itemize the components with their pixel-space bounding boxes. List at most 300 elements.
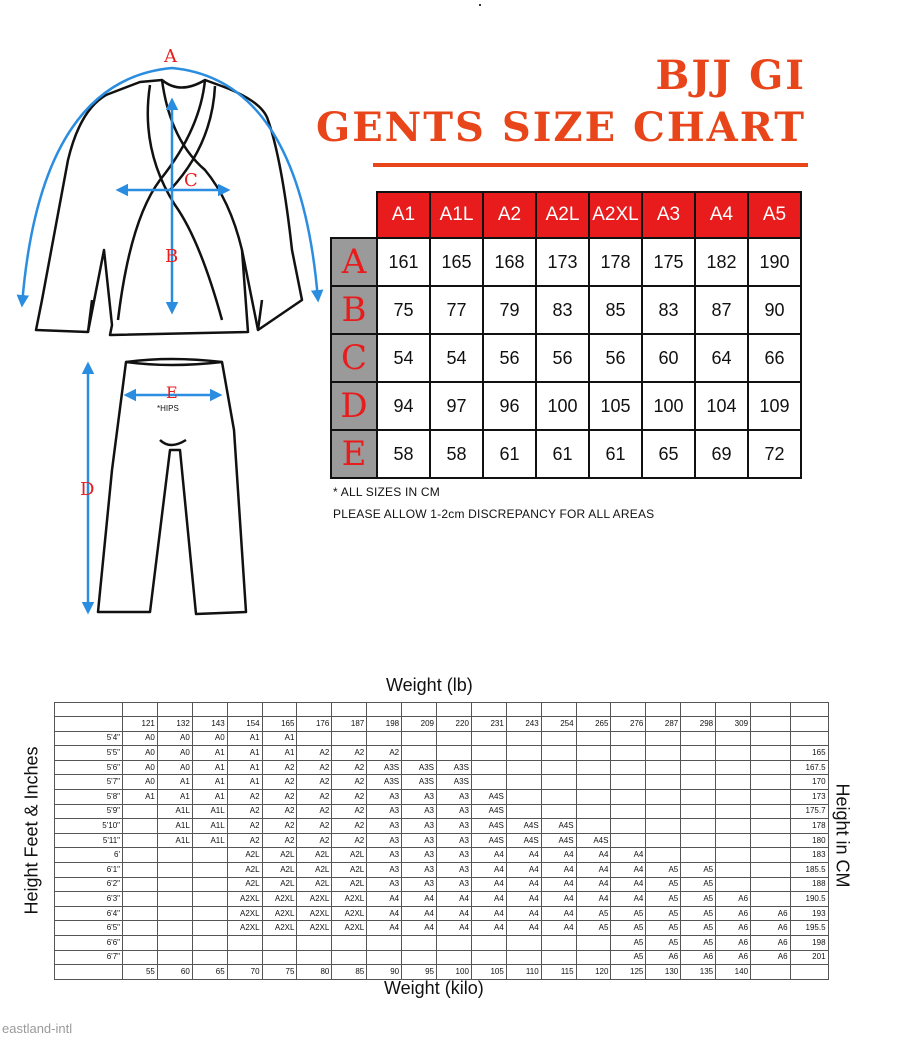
- size-cell: A4: [611, 877, 646, 892]
- height-ft-cell: 6': [55, 848, 123, 863]
- weight-kg-cell: 80: [297, 965, 332, 980]
- height-ft-cell: 5'8": [55, 789, 123, 804]
- height-cm-cell: 193: [790, 906, 828, 921]
- size-cell: A4: [541, 877, 576, 892]
- grid-cell: [55, 717, 123, 732]
- size-cell: A5: [611, 950, 646, 965]
- size-cell: [541, 760, 576, 775]
- weight-lb-cell: 143: [192, 717, 227, 732]
- size-cell: A4: [506, 848, 541, 863]
- size-cell: A3: [402, 789, 437, 804]
- size-chart-row: [331, 334, 801, 382]
- size-cell: A4: [471, 848, 506, 863]
- size-chart-corner: [331, 192, 377, 238]
- size-cell: A2XL: [297, 906, 332, 921]
- grid-cell: [790, 717, 828, 732]
- height-ft-cell: 6'6": [55, 935, 123, 950]
- size-cell: A3: [437, 789, 472, 804]
- size-value-cell: 96: [483, 382, 536, 430]
- size-value-cell: 72: [748, 430, 801, 478]
- grid-cell: [576, 703, 611, 717]
- weight-kg-cell: 70: [227, 965, 262, 980]
- grid-row: [55, 804, 829, 819]
- size-chart-header-row: [331, 192, 801, 238]
- size-cell: [576, 950, 611, 965]
- size-cell: [437, 950, 472, 965]
- size-value-cell: 56: [483, 334, 536, 382]
- weight-kg-cell: 110: [506, 965, 541, 980]
- size-cell: A4: [576, 877, 611, 892]
- size-cell: [646, 746, 681, 761]
- height-cm-cell: 195.5: [790, 921, 828, 936]
- size-cell: A2: [262, 775, 297, 790]
- size-cell: A2: [227, 819, 262, 834]
- size-cell: A4: [541, 906, 576, 921]
- size-cell: A5: [681, 935, 716, 950]
- size-cell: [367, 935, 402, 950]
- size-cell: A2: [262, 819, 297, 834]
- size-cell: A4: [437, 906, 472, 921]
- size-value-cell: 165: [430, 238, 483, 286]
- size-cell: A2XL: [332, 906, 367, 921]
- size-cell: A3S: [437, 760, 472, 775]
- size-cell: A5: [681, 892, 716, 907]
- size-cell: [471, 935, 506, 950]
- size-cell: [751, 877, 791, 892]
- height-cm-cell: 198: [790, 935, 828, 950]
- grid-lb-row: [55, 717, 829, 732]
- size-cell: [751, 804, 791, 819]
- size-cell: A4: [611, 862, 646, 877]
- size-cell: [751, 833, 791, 848]
- size-cell: [716, 804, 751, 819]
- size-cell: A3S: [367, 760, 402, 775]
- grid-cell: [157, 703, 192, 717]
- size-cell: [402, 746, 437, 761]
- size-cell: A1L: [192, 819, 227, 834]
- size-cell: [716, 848, 751, 863]
- grid-row: [55, 921, 829, 936]
- size-cell: A5: [646, 862, 681, 877]
- size-cell: [681, 731, 716, 746]
- size-value-cell: 83: [642, 286, 695, 334]
- size-cell: [576, 789, 611, 804]
- size-cell: [157, 950, 192, 965]
- weight-kg-cell: 130: [646, 965, 681, 980]
- grid-row: [55, 731, 829, 746]
- size-cell: [192, 950, 227, 965]
- size-cell: [716, 789, 751, 804]
- size-cell: A1L: [192, 833, 227, 848]
- weight-kg-cell: 75: [262, 965, 297, 980]
- size-cell: [123, 935, 158, 950]
- grid-row: [55, 877, 829, 892]
- size-cell: [611, 746, 646, 761]
- size-cell: [506, 775, 541, 790]
- size-cell: [751, 848, 791, 863]
- size-cell: A6: [716, 906, 751, 921]
- size-cell: [576, 804, 611, 819]
- grid-cell: [751, 703, 791, 717]
- size-cell: A5: [646, 892, 681, 907]
- size-cell: [367, 731, 402, 746]
- size-cell: [123, 833, 158, 848]
- size-cell: A3: [402, 819, 437, 834]
- size-cell: A6: [751, 935, 791, 950]
- size-cell: [437, 731, 472, 746]
- size-cell: [123, 848, 158, 863]
- size-cell: [611, 804, 646, 819]
- size-cell: [332, 950, 367, 965]
- size-cell: [751, 760, 791, 775]
- size-cell: A3: [402, 833, 437, 848]
- weight-kg-cell: 90: [367, 965, 402, 980]
- label-d: D: [80, 479, 95, 500]
- grid-cell: [332, 703, 367, 717]
- size-cell: [506, 935, 541, 950]
- size-cell: A4S: [541, 833, 576, 848]
- height-cm-cell: 190.5: [790, 892, 828, 907]
- size-cell: A4: [506, 892, 541, 907]
- weight-lb-cell: 154: [227, 717, 262, 732]
- height-cm-cell: 178: [790, 819, 828, 834]
- size-value-cell: 56: [589, 334, 642, 382]
- grid-cell: [471, 703, 506, 717]
- size-cell: A1L: [157, 804, 192, 819]
- size-value-cell: 87: [695, 286, 748, 334]
- size-value-cell: 54: [430, 334, 483, 382]
- size-cell: [716, 775, 751, 790]
- size-cell: [123, 819, 158, 834]
- size-header: A1L: [430, 192, 483, 238]
- size-cell: A1L: [192, 804, 227, 819]
- grid-row: [55, 746, 829, 761]
- grid-cell: [367, 703, 402, 717]
- size-value-cell: 64: [695, 334, 748, 382]
- size-cell: A1: [227, 731, 262, 746]
- size-cell: A1: [157, 775, 192, 790]
- size-cell: A3: [367, 848, 402, 863]
- size-cell: [751, 862, 791, 877]
- size-cell: A2L: [262, 848, 297, 863]
- size-cell: A1: [227, 746, 262, 761]
- size-cell: A5: [646, 906, 681, 921]
- size-cell: [332, 935, 367, 950]
- size-value-cell: 100: [536, 382, 589, 430]
- size-cell: A3: [437, 877, 472, 892]
- size-cell: [402, 935, 437, 950]
- height-ft-cell: 5'5": [55, 746, 123, 761]
- gi-diagram: [0, 0, 330, 625]
- weight-lb-cell: 220: [437, 717, 472, 732]
- size-chart-row: [331, 286, 801, 334]
- size-chart-table: [330, 191, 802, 479]
- size-value-cell: 79: [483, 286, 536, 334]
- size-value-cell: 94: [377, 382, 430, 430]
- size-cell: [611, 731, 646, 746]
- size-cell: A2L: [332, 877, 367, 892]
- size-cell: [576, 746, 611, 761]
- grid-row: [55, 775, 829, 790]
- size-value-cell: 109: [748, 382, 801, 430]
- size-cell: [646, 848, 681, 863]
- size-cell: [611, 819, 646, 834]
- grid-row: [55, 950, 829, 965]
- size-cell: A4S: [471, 819, 506, 834]
- weight-lb-cell: 276: [611, 717, 646, 732]
- size-cell: A1: [157, 789, 192, 804]
- size-cell: A3: [437, 862, 472, 877]
- size-cell: A3: [437, 819, 472, 834]
- size-cell: A4: [506, 906, 541, 921]
- height-ft-cell: 5'11": [55, 833, 123, 848]
- size-cell: [541, 789, 576, 804]
- grid-cell: [716, 703, 751, 717]
- size-cell: A1: [262, 731, 297, 746]
- size-cell: A3: [437, 833, 472, 848]
- grid-cell: [611, 703, 646, 717]
- height-ft-cell: 6'1": [55, 862, 123, 877]
- size-cell: A4: [541, 862, 576, 877]
- size-value-cell: 90: [748, 286, 801, 334]
- watermark: eastland-intl: [2, 1021, 73, 1036]
- size-value-cell: 65: [642, 430, 695, 478]
- size-cell: A2L: [297, 848, 332, 863]
- height-ft-cell: 6'5": [55, 921, 123, 936]
- size-cell: [471, 775, 506, 790]
- size-cell: A2: [227, 804, 262, 819]
- size-cell: A3S: [402, 760, 437, 775]
- size-cell: A4: [437, 921, 472, 936]
- size-cell: A3S: [367, 775, 402, 790]
- size-cell: A6: [751, 950, 791, 965]
- size-header: A4: [695, 192, 748, 238]
- size-cell: [227, 935, 262, 950]
- size-cell: A2L: [297, 862, 332, 877]
- size-cell: [646, 731, 681, 746]
- size-cell: A2XL: [332, 892, 367, 907]
- height-ft-cell: 5'7": [55, 775, 123, 790]
- size-cell: [506, 746, 541, 761]
- size-cell: [751, 746, 791, 761]
- size-cell: [297, 731, 332, 746]
- size-cell: A2: [332, 760, 367, 775]
- grid-row: [55, 819, 829, 834]
- size-value-cell: 56: [536, 334, 589, 382]
- size-cell: A2L: [297, 877, 332, 892]
- size-cell: A2XL: [262, 906, 297, 921]
- weight-lb-cell: 287: [646, 717, 681, 732]
- label-b: B: [165, 246, 179, 267]
- size-cell: [751, 775, 791, 790]
- size-cell: A2: [262, 833, 297, 848]
- size-cell: A2: [262, 804, 297, 819]
- size-cell: A3S: [437, 775, 472, 790]
- size-value-cell: 97: [430, 382, 483, 430]
- height-cm-cell: 167.5: [790, 760, 828, 775]
- size-cell: [157, 892, 192, 907]
- size-cell: A2: [367, 746, 402, 761]
- size-cell: A2XL: [262, 892, 297, 907]
- grid-row: [55, 892, 829, 907]
- size-cell: A2: [227, 833, 262, 848]
- size-value-cell: 178: [589, 238, 642, 286]
- size-cell: [192, 862, 227, 877]
- size-cell: A2XL: [262, 921, 297, 936]
- size-cell: [192, 921, 227, 936]
- weight-lb-cell: 265: [576, 717, 611, 732]
- size-cell: A2: [297, 775, 332, 790]
- height-cm-cell: 201: [790, 950, 828, 965]
- weight-kg-cell: 65: [192, 965, 227, 980]
- size-cell: [541, 746, 576, 761]
- height-cm-cell: 188: [790, 877, 828, 892]
- size-value-cell: 54: [377, 334, 430, 382]
- size-cell: [157, 921, 192, 936]
- size-cell: A2XL: [297, 921, 332, 936]
- size-value-cell: 182: [695, 238, 748, 286]
- grid-cell: [790, 965, 828, 980]
- grid-cell: [227, 703, 262, 717]
- size-cell: [157, 862, 192, 877]
- size-cell: A2: [332, 775, 367, 790]
- size-cell: A2: [227, 789, 262, 804]
- size-cell: A4S: [471, 789, 506, 804]
- size-cell: A2: [262, 789, 297, 804]
- size-cell: A5: [646, 935, 681, 950]
- measurement-label: A: [331, 238, 377, 286]
- size-cell: A1: [227, 760, 262, 775]
- size-cell: [646, 789, 681, 804]
- weight-kg-cell: 105: [471, 965, 506, 980]
- size-value-cell: 83: [536, 286, 589, 334]
- size-cell: A0: [157, 746, 192, 761]
- size-cell: A5: [611, 921, 646, 936]
- weight-lb-cell: 209: [402, 717, 437, 732]
- size-value-cell: 175: [642, 238, 695, 286]
- size-cell: [471, 950, 506, 965]
- size-value-cell: 61: [483, 430, 536, 478]
- weight-kg-cell: 140: [716, 965, 751, 980]
- size-cell: [332, 731, 367, 746]
- weight-lb-cell: 298: [681, 717, 716, 732]
- grid-cell: [262, 703, 297, 717]
- size-cell: [576, 731, 611, 746]
- size-cell: A3: [437, 848, 472, 863]
- size-cell: A2: [332, 789, 367, 804]
- grid-row: [55, 789, 829, 804]
- weight-kg-cell: 95: [402, 965, 437, 980]
- size-cell: A4S: [506, 833, 541, 848]
- size-cell: [751, 892, 791, 907]
- size-cell: [192, 877, 227, 892]
- size-cell: [681, 746, 716, 761]
- size-cell: [157, 877, 192, 892]
- size-cell: A3: [367, 789, 402, 804]
- size-cell: A6: [716, 950, 751, 965]
- weight-lb-cell: 309: [716, 717, 751, 732]
- size-cell: [227, 950, 262, 965]
- size-cell: A2L: [227, 862, 262, 877]
- size-cell: A2: [262, 760, 297, 775]
- size-cell: [611, 789, 646, 804]
- grid-cell: [646, 703, 681, 717]
- size-cell: [541, 950, 576, 965]
- height-cm-axis-label: Height in CM: [832, 783, 853, 888]
- weight-lb-cell: 198: [367, 717, 402, 732]
- size-cell: [123, 921, 158, 936]
- height-cm-cell: 183: [790, 848, 828, 863]
- size-cell: A4: [611, 848, 646, 863]
- size-value-cell: 66: [748, 334, 801, 382]
- size-cell: A2: [297, 819, 332, 834]
- grid-cell: [297, 703, 332, 717]
- size-value-cell: 61: [589, 430, 642, 478]
- size-cell: A2L: [262, 862, 297, 877]
- height-cm-cell: 185.5: [790, 862, 828, 877]
- size-header: A1: [377, 192, 430, 238]
- size-cell: [157, 935, 192, 950]
- height-ft-cell: 6'3": [55, 892, 123, 907]
- size-cell: [716, 819, 751, 834]
- size-cell: [402, 731, 437, 746]
- size-cell: [716, 877, 751, 892]
- size-value-cell: 190: [748, 238, 801, 286]
- size-cell: A5: [681, 862, 716, 877]
- size-value-cell: 168: [483, 238, 536, 286]
- size-cell: A0: [192, 731, 227, 746]
- size-cell: A2L: [227, 848, 262, 863]
- weight-kg-cell: 115: [541, 965, 576, 980]
- grid-cell: [192, 703, 227, 717]
- height-ft-cell: 6'2": [55, 877, 123, 892]
- size-note-discrepancy: PLEASE ALLOW 1-2cm DISCREPANCY FOR ALL AREAS: [333, 507, 655, 521]
- title-line-2: GENTS SIZE CHART: [316, 104, 806, 151]
- size-cell: A4: [541, 921, 576, 936]
- size-cell: A0: [157, 760, 192, 775]
- size-cell: A0: [123, 760, 158, 775]
- label-c: C: [184, 170, 198, 191]
- size-cell: A4S: [541, 819, 576, 834]
- size-cell: A3S: [402, 775, 437, 790]
- grid-cell: [790, 703, 828, 717]
- title-divider: [373, 163, 808, 167]
- size-cell: A4: [576, 848, 611, 863]
- size-cell: A2XL: [227, 906, 262, 921]
- weight-kg-cell: [751, 965, 791, 980]
- size-cell: [681, 848, 716, 863]
- size-cell: A6: [716, 921, 751, 936]
- size-cell: A0: [123, 746, 158, 761]
- size-cell: A6: [751, 906, 791, 921]
- size-cell: [157, 906, 192, 921]
- height-cm-cell: 170: [790, 775, 828, 790]
- size-cell: A6: [681, 950, 716, 965]
- size-cell: A1: [262, 746, 297, 761]
- size-cell: [262, 950, 297, 965]
- size-cell: A1: [192, 775, 227, 790]
- size-cell: A2: [297, 760, 332, 775]
- size-cell: A3: [367, 804, 402, 819]
- size-cell: A2: [297, 833, 332, 848]
- size-cell: [541, 775, 576, 790]
- size-value-cell: 105: [589, 382, 642, 430]
- title-line-1: BJJ GI: [655, 52, 806, 99]
- size-cell: [123, 950, 158, 965]
- size-cell: [367, 950, 402, 965]
- weight-lb-cell: 187: [332, 717, 367, 732]
- stray-dot: [479, 4, 481, 6]
